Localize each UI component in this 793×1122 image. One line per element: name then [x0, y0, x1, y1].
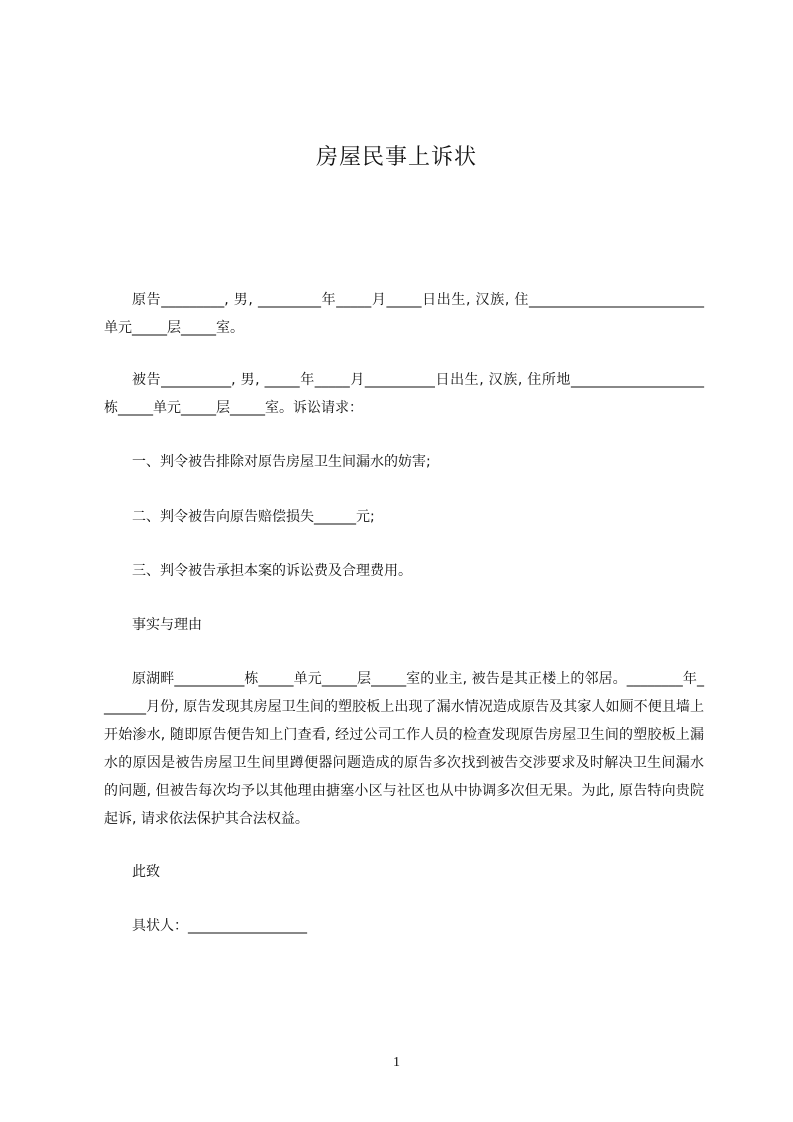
page-number: 1	[393, 1055, 400, 1070]
facts-paragraph: 原湖畔__________栋_____单元_____层_____室的业主, 被告是其正楼上的邻居。________年_______月份, 原告发现其房屋卫生间的塑胶板上出现了漏水情况造成原告及其家人如厕不便且墙上开始渗水, 随即原告便告知上门查看, 经过公司工作人员的检查发现原告房屋卫生间的塑胶板上漏水的原因是被告房屋卫生间里蹲便器问题造成的原告多次找到被告交涉要求及时解决卫生间漏水的问题, 但被告每次均予以其他理由搪塞小区与社区也从中协调多次但无果。为此, 原告特向贵院起诉, 请求依法保护其合法权益。	[104, 671, 704, 827]
facts-heading: 事实与理由	[132, 617, 202, 633]
claim-item-2: 二、判令被告向原告赔偿损失______元;	[132, 509, 375, 525]
document-body	[104, 286, 704, 940]
claim-item-1: 一、判令被告排除对原告房屋卫生间漏水的妨害;	[132, 454, 431, 470]
document-title: 房屋民事上诉状	[315, 145, 477, 170]
plaintiff-paragraph: 原告_________, 男, _________年_____月_____日出生, 汉族, 住_________________________单元_____层_____室。	[104, 292, 704, 336]
defendant-paragraph: 被告__________, 男, _____年_____月__________日出生, 汉族, 住所地___________________栋_____单元_____层_____室。诉讼请求：	[104, 372, 704, 416]
claim-item-3: 三、判令被告承担本案的诉讼费及合理费用。	[132, 563, 412, 579]
signature-line: 具状人：_________________	[132, 918, 307, 934]
salutation: 此致	[132, 864, 160, 880]
